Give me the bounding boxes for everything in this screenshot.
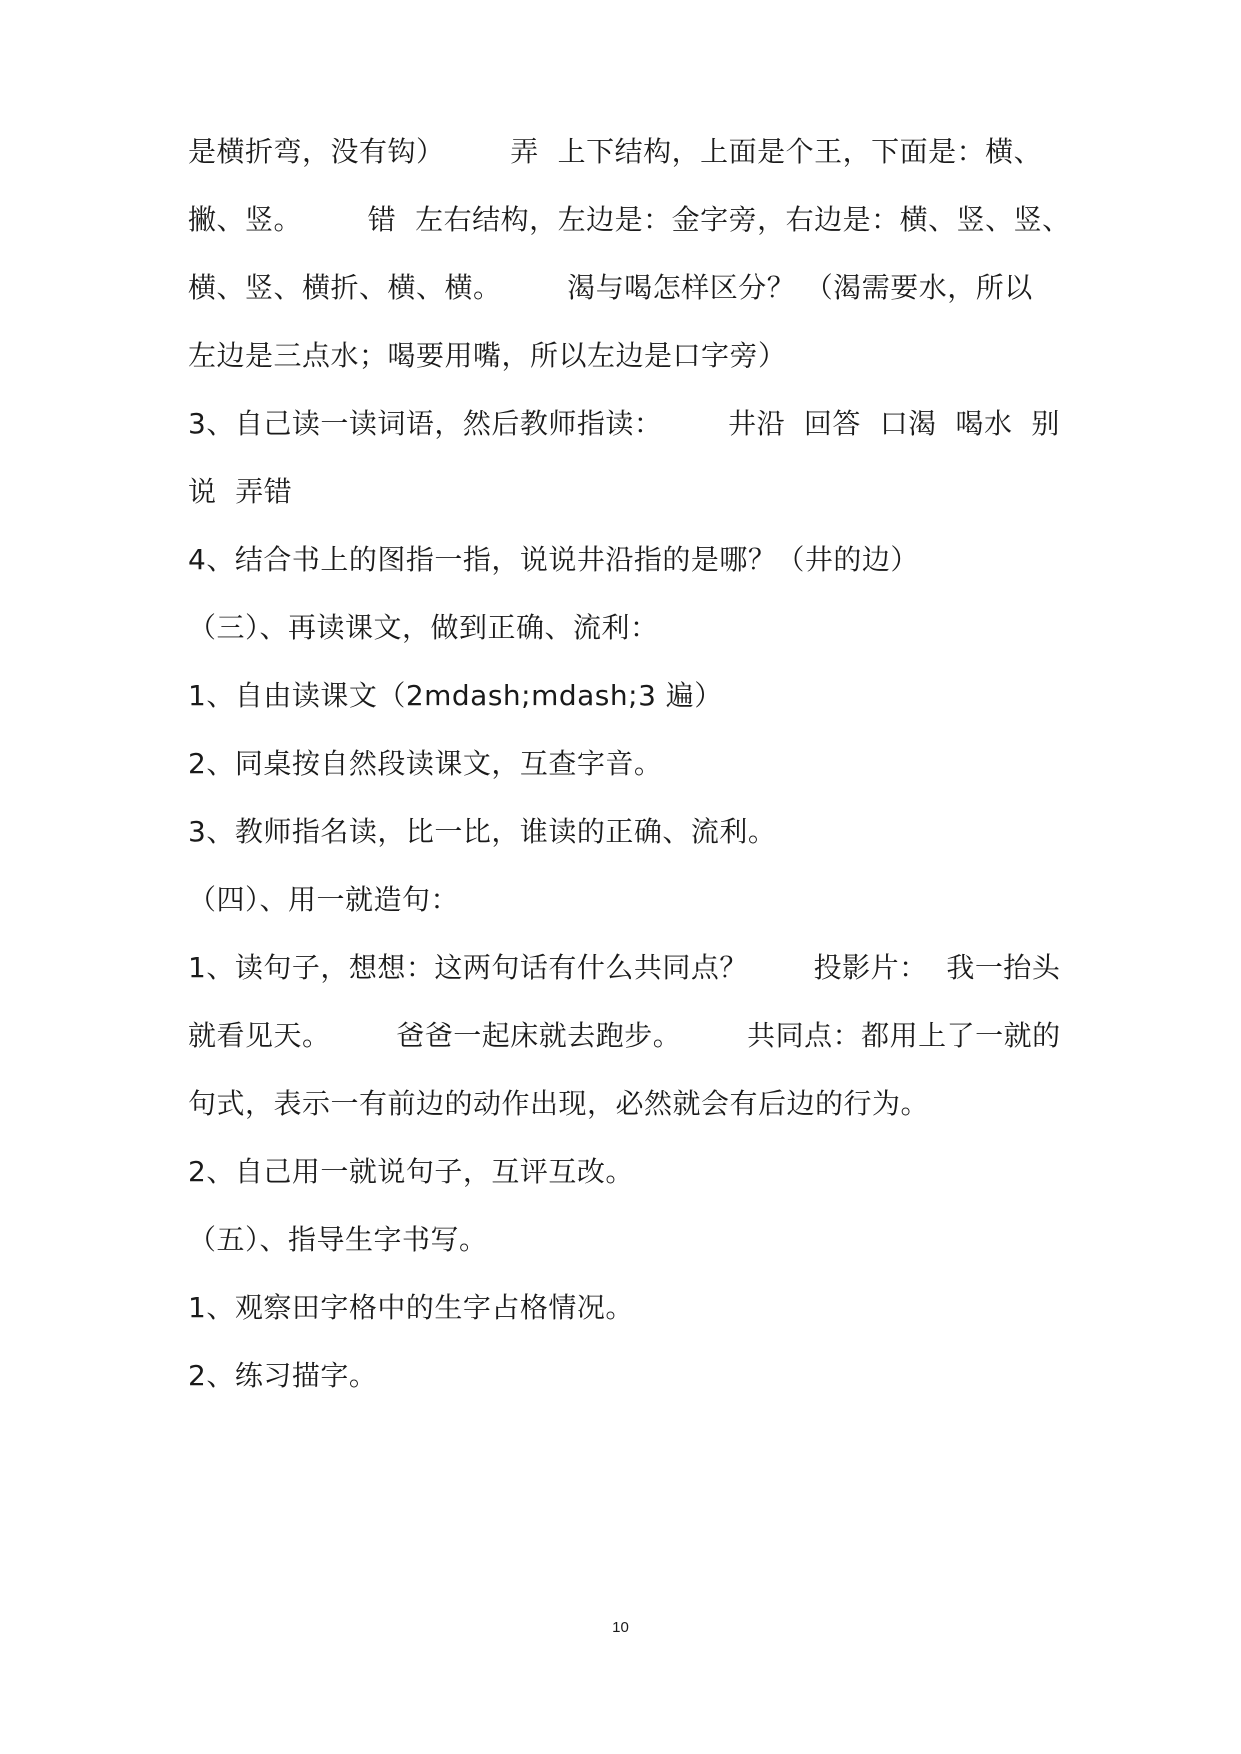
- text-line: 句式，表示一有前边的动作出现，必然就会有后边的行为。: [188, 1087, 930, 1120]
- text-line: 3、自己读一读词语，然后教师指读： 井沿 回答 口渴 喝水 别: [188, 407, 1060, 440]
- text-line: 2、同桌按自然段读课文，互查字音。: [188, 747, 663, 780]
- text-line: 4、结合书上的图指一指，说说井沿指的是哪？（井的边）: [188, 543, 919, 576]
- text-line: 就看见天。 爸爸一起床就去跑步。 共同点：都用上了一就的: [188, 1019, 1061, 1052]
- text-line: 1、读句子，想想：这两句话有什么共同点？ 投影片： 我一抬头: [188, 951, 1061, 984]
- section-heading: （四）、用一就造句：: [188, 883, 460, 916]
- text-line: 左边是三点水；喝要用嘴，所以左边是口字旁）: [188, 339, 787, 372]
- text-line: 1、自由读课文（2mdash;mdash;3 遍）: [188, 679, 723, 712]
- text-line: 3、教师指名读，比一比，谁读的正确、流利。: [188, 815, 777, 848]
- text-line: 说 弄错: [188, 475, 293, 508]
- text-line: 横、竖、横折、横、横。 渴与喝怎样区分？ （渴需要水，所以: [188, 271, 1033, 304]
- text-line: 2、练习描字。: [188, 1359, 378, 1392]
- section-heading: （五）、指导生字书写。: [188, 1223, 488, 1256]
- text-line: 2、自己用一就说句子，互评互改。: [188, 1155, 634, 1188]
- section-heading: （三）、再读课文，做到正确、流利：: [188, 611, 659, 644]
- text-line: 是横折弯，没有钩） 弄 上下结构，上面是个王，下面是：横、: [188, 135, 1043, 168]
- page-number: 10: [612, 1619, 629, 1636]
- text-line: 1、观察田字格中的生字占格情况。: [188, 1291, 634, 1324]
- text-line: 撇、竖。 错 左右结构，左边是：金字旁，右边是：横、竖、竖、: [188, 203, 1071, 236]
